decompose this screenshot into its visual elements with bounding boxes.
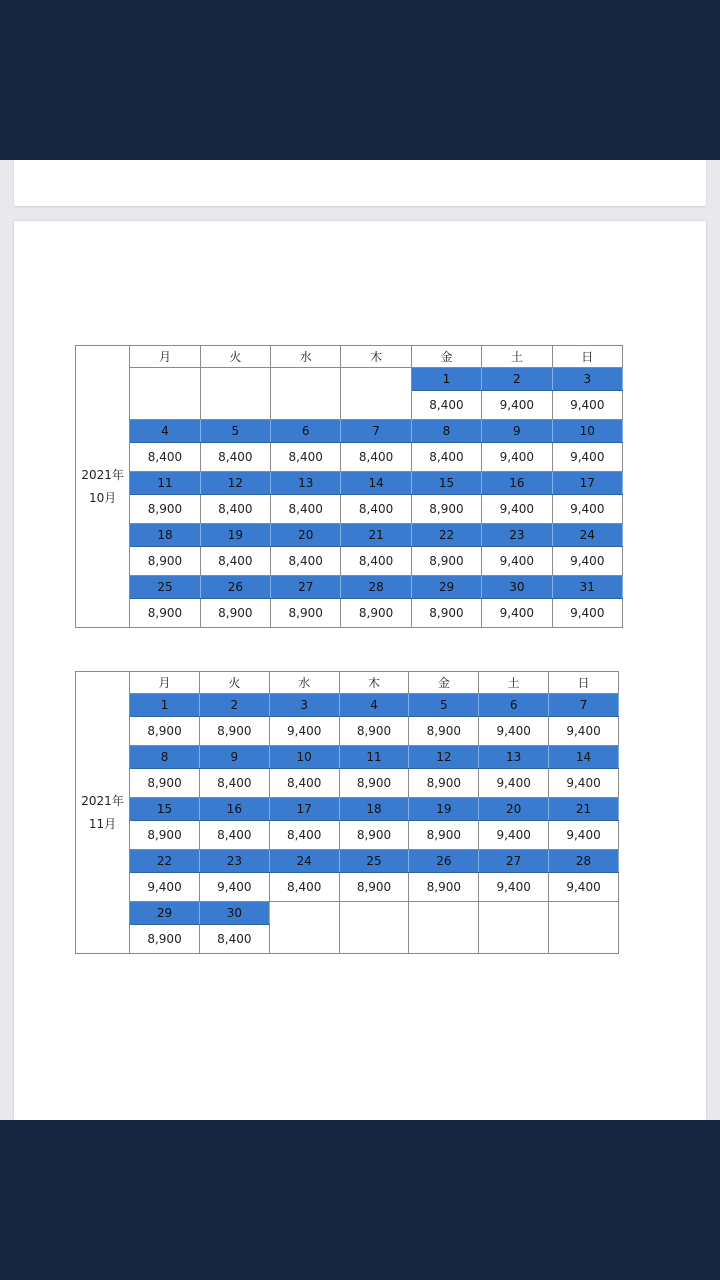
empty-price-cell <box>409 925 479 954</box>
empty-price-cell <box>549 925 619 954</box>
day-number-cell: 19 <box>409 798 479 821</box>
day-number-cell: 21 <box>549 798 619 821</box>
day-number-cell: 27 <box>271 576 341 599</box>
day-number-cell: 17 <box>552 472 622 495</box>
price-cell: 9,400 <box>549 821 619 850</box>
day-number-cell: 1 <box>411 368 481 391</box>
day-number-cell: 15 <box>411 472 481 495</box>
price-cell: 9,400 <box>552 443 622 472</box>
price-cell: 8,900 <box>341 599 411 628</box>
price-cell: 8,400 <box>341 443 411 472</box>
price-cell: 8,400 <box>269 873 339 902</box>
price-cell: 8,900 <box>339 717 409 746</box>
empty-price-cell <box>200 391 270 420</box>
weekday-header: 水 <box>269 672 339 694</box>
day-number-cell: 7 <box>549 694 619 717</box>
price-cell: 8,900 <box>409 717 479 746</box>
price-cell: 9,400 <box>199 873 269 902</box>
price-cell: 8,900 <box>409 821 479 850</box>
price-cell: 8,900 <box>130 547 200 576</box>
day-number-cell: 22 <box>411 524 481 547</box>
empty-price-cell <box>479 925 549 954</box>
day-number-cell: 30 <box>199 902 269 925</box>
price-cell: 9,400 <box>549 769 619 798</box>
price-cell: 8,400 <box>271 547 341 576</box>
price-cell: 8,900 <box>411 547 481 576</box>
day-number-cell: 22 <box>130 850 200 873</box>
month-label <box>76 346 130 628</box>
day-number-row <box>76 576 623 599</box>
price-cell: 9,400 <box>479 717 549 746</box>
day-number-cell: 8 <box>130 746 200 769</box>
day-number-cell: 20 <box>271 524 341 547</box>
day-number-cell: 6 <box>271 420 341 443</box>
day-number-cell: 23 <box>199 850 269 873</box>
price-cell: 8,400 <box>411 443 481 472</box>
price-cell: 8,400 <box>341 547 411 576</box>
weekday-header: 月 <box>130 346 200 368</box>
day-number-cell: 16 <box>199 798 269 821</box>
empty-day-cell <box>479 902 549 925</box>
price-row <box>76 717 619 746</box>
price-row <box>76 391 623 420</box>
empty-price-cell <box>130 391 200 420</box>
day-number-cell: 12 <box>200 472 270 495</box>
price-cell: 9,400 <box>482 547 552 576</box>
price-cell: 9,400 <box>552 547 622 576</box>
day-number-cell: 15 <box>130 798 200 821</box>
day-number-cell: 20 <box>479 798 549 821</box>
weekday-header: 金 <box>411 346 481 368</box>
day-number-row <box>76 850 619 873</box>
empty-day-cell <box>271 368 341 391</box>
day-number-row <box>76 368 623 391</box>
day-number-cell: 28 <box>341 576 411 599</box>
price-cell: 8,900 <box>200 599 270 628</box>
empty-price-cell <box>339 925 409 954</box>
month-label <box>76 672 130 954</box>
day-number-cell: 10 <box>552 420 622 443</box>
day-number-cell: 4 <box>130 420 200 443</box>
weekday-header-row <box>76 346 623 368</box>
price-cell: 9,400 <box>552 495 622 524</box>
bottom-navigation-bar <box>0 1120 720 1280</box>
day-number-cell: 18 <box>339 798 409 821</box>
day-number-cell: 3 <box>552 368 622 391</box>
price-cell: 9,400 <box>482 495 552 524</box>
price-cell: 9,400 <box>552 391 622 420</box>
price-row <box>76 873 619 902</box>
price-cell: 8,900 <box>130 599 200 628</box>
day-number-cell: 13 <box>479 746 549 769</box>
price-cell: 8,900 <box>411 495 481 524</box>
price-cell: 8,400 <box>200 547 270 576</box>
day-number-cell: 7 <box>341 420 411 443</box>
empty-day-cell <box>549 902 619 925</box>
price-cell: 8,400 <box>199 821 269 850</box>
empty-day-cell <box>409 902 479 925</box>
day-number-cell: 30 <box>482 576 552 599</box>
empty-price-cell <box>271 391 341 420</box>
day-number-cell: 1 <box>130 694 200 717</box>
weekday-header: 日 <box>552 346 622 368</box>
price-cell: 9,400 <box>482 599 552 628</box>
day-number-row <box>76 472 623 495</box>
price-cell: 8,900 <box>339 821 409 850</box>
day-number-cell: 2 <box>199 694 269 717</box>
weekday-header: 土 <box>482 346 552 368</box>
price-row <box>76 599 623 628</box>
price-cell: 8,400 <box>411 391 481 420</box>
day-number-cell: 16 <box>482 472 552 495</box>
price-cell: 8,900 <box>130 925 200 954</box>
day-number-row <box>76 524 623 547</box>
empty-day-cell <box>200 368 270 391</box>
day-number-cell: 12 <box>409 746 479 769</box>
price-cell: 8,900 <box>409 873 479 902</box>
weekday-header: 火 <box>199 672 269 694</box>
day-number-cell: 4 <box>339 694 409 717</box>
price-cell: 9,400 <box>479 769 549 798</box>
day-number-cell: 6 <box>479 694 549 717</box>
day-number-cell: 27 <box>479 850 549 873</box>
price-cell: 8,400 <box>199 925 269 954</box>
price-cell: 8,900 <box>130 821 200 850</box>
price-cell: 9,400 <box>482 443 552 472</box>
top-navigation-bar <box>0 0 720 160</box>
weekday-header: 木 <box>341 346 411 368</box>
day-number-cell: 26 <box>409 850 479 873</box>
day-number-row <box>76 902 619 925</box>
price-row <box>76 769 619 798</box>
day-number-cell: 14 <box>341 472 411 495</box>
day-number-cell: 5 <box>200 420 270 443</box>
empty-price-cell <box>269 925 339 954</box>
price-cell: 9,400 <box>479 873 549 902</box>
day-number-cell: 17 <box>269 798 339 821</box>
price-cell: 8,900 <box>409 769 479 798</box>
previous-page-fragment <box>14 160 706 206</box>
day-number-cell: 9 <box>199 746 269 769</box>
price-cell: 8,400 <box>341 495 411 524</box>
price-cell: 9,400 <box>549 873 619 902</box>
weekday-header: 月 <box>130 672 200 694</box>
day-number-cell: 24 <box>552 524 622 547</box>
empty-day-cell <box>130 368 200 391</box>
day-number-cell: 26 <box>200 576 270 599</box>
day-number-cell: 10 <box>269 746 339 769</box>
price-cell: 9,400 <box>269 717 339 746</box>
day-number-cell: 11 <box>339 746 409 769</box>
calendar-table-october <box>75 345 623 628</box>
price-cell: 9,400 <box>479 821 549 850</box>
weekday-header: 水 <box>271 346 341 368</box>
price-cell: 9,400 <box>482 391 552 420</box>
price-cell: 8,400 <box>199 769 269 798</box>
day-number-cell: 14 <box>549 746 619 769</box>
day-number-cell: 23 <box>482 524 552 547</box>
price-cell: 8,400 <box>200 495 270 524</box>
weekday-header: 日 <box>549 672 619 694</box>
month-name: 11月 <box>88 816 117 831</box>
weekday-header: 木 <box>339 672 409 694</box>
price-cell: 8,400 <box>271 443 341 472</box>
day-number-cell: 18 <box>130 524 200 547</box>
weekday-header: 土 <box>479 672 549 694</box>
day-number-cell: 5 <box>409 694 479 717</box>
day-number-cell: 25 <box>130 576 200 599</box>
price-row <box>76 495 623 524</box>
day-number-cell: 31 <box>552 576 622 599</box>
empty-day-cell <box>341 368 411 391</box>
year-label: 2021年 <box>81 467 124 482</box>
day-number-cell: 19 <box>200 524 270 547</box>
price-cell: 8,900 <box>199 717 269 746</box>
price-cell: 8,400 <box>130 443 200 472</box>
price-cell: 9,400 <box>552 599 622 628</box>
day-number-cell: 25 <box>339 850 409 873</box>
weekday-header: 火 <box>200 346 270 368</box>
empty-day-cell <box>339 902 409 925</box>
day-number-cell: 8 <box>411 420 481 443</box>
day-number-cell: 29 <box>411 576 481 599</box>
price-cell: 9,400 <box>130 873 200 902</box>
document-page <box>14 221 706 1120</box>
day-number-cell: 3 <box>269 694 339 717</box>
weekday-header: 金 <box>409 672 479 694</box>
day-number-cell: 28 <box>549 850 619 873</box>
day-number-row <box>76 694 619 717</box>
price-row <box>76 925 619 954</box>
price-row <box>76 821 619 850</box>
price-row <box>76 547 623 576</box>
calendar-table-november <box>75 671 619 954</box>
price-cell: 8,400 <box>269 821 339 850</box>
price-cell: 8,900 <box>411 599 481 628</box>
price-cell: 8,900 <box>271 599 341 628</box>
price-cell: 8,400 <box>271 495 341 524</box>
price-cell: 8,400 <box>200 443 270 472</box>
price-cell: 8,900 <box>339 769 409 798</box>
day-number-cell: 29 <box>130 902 200 925</box>
day-number-row <box>76 420 623 443</box>
empty-price-cell <box>341 391 411 420</box>
price-cell: 8,900 <box>130 769 200 798</box>
price-cell: 8,900 <box>339 873 409 902</box>
price-cell: 8,900 <box>130 717 200 746</box>
weekday-header-row <box>76 672 619 694</box>
price-row <box>76 443 623 472</box>
year-label: 2021年 <box>81 793 124 808</box>
price-cell: 8,400 <box>269 769 339 798</box>
day-number-cell: 21 <box>341 524 411 547</box>
price-cell: 8,900 <box>130 495 200 524</box>
day-number-row <box>76 746 619 769</box>
month-name: 10月 <box>89 490 117 505</box>
day-number-row <box>76 798 619 821</box>
day-number-cell: 9 <box>482 420 552 443</box>
day-number-cell: 24 <box>269 850 339 873</box>
day-number-cell: 2 <box>482 368 552 391</box>
day-number-cell: 13 <box>271 472 341 495</box>
price-cell: 9,400 <box>549 717 619 746</box>
day-number-cell: 11 <box>130 472 200 495</box>
empty-day-cell <box>269 902 339 925</box>
